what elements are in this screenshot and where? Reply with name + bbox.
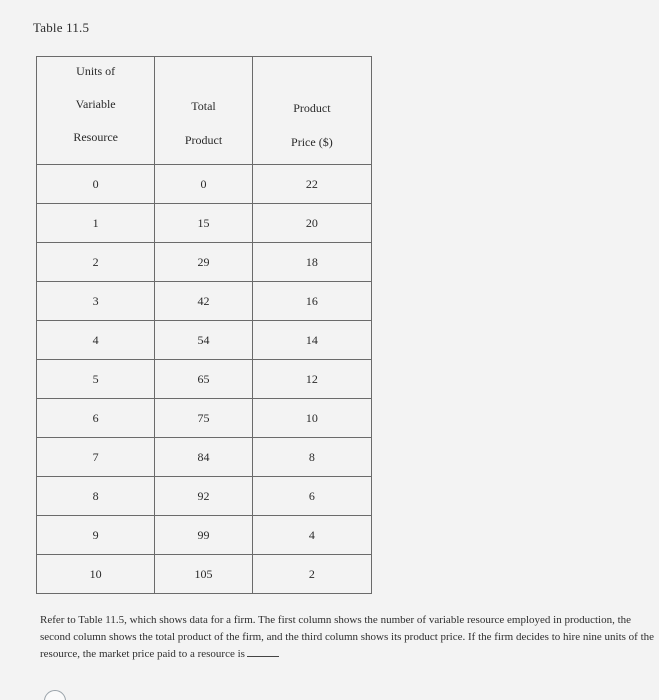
table-row — [37, 555, 372, 594]
cell-total-product: 54 — [155, 321, 252, 360]
header-total-product — [155, 57, 252, 165]
header-line: Product — [184, 133, 223, 147]
cell-product-price: 22 — [252, 165, 371, 204]
header-line: Units of — [76, 64, 116, 78]
table-row — [37, 360, 372, 399]
cell-units: 6 — [37, 399, 155, 438]
data-table — [36, 56, 372, 594]
cell-total-product: 29 — [155, 243, 252, 282]
cell-units: 1 — [37, 204, 155, 243]
cell-product-price: 6 — [252, 477, 371, 516]
header-line: Product — [293, 101, 331, 115]
cell-product-price: 20 — [252, 204, 371, 243]
cell-units: 8 — [37, 477, 155, 516]
table-row — [37, 399, 372, 438]
cell-total-product: 15 — [155, 204, 252, 243]
cell-units: 5 — [37, 360, 155, 399]
cell-units: 4 — [37, 321, 155, 360]
question-text — [40, 612, 655, 663]
table-row — [37, 516, 372, 555]
cell-units: 2 — [37, 243, 155, 282]
table-row — [37, 204, 372, 243]
cell-total-product: 99 — [155, 516, 252, 555]
cell-total-product: 105 — [155, 555, 252, 594]
cell-product-price: 10 — [252, 399, 371, 438]
cell-units: 9 — [37, 516, 155, 555]
table-row — [37, 165, 372, 204]
answer-option-radio[interactable] — [44, 690, 66, 700]
header-line: Resource — [73, 130, 118, 144]
table-row — [37, 321, 372, 360]
cell-product-price: 12 — [252, 360, 371, 399]
cell-units: 3 — [37, 282, 155, 321]
cell-product-price: 16 — [252, 282, 371, 321]
cell-total-product: 92 — [155, 477, 252, 516]
cell-units: 7 — [37, 438, 155, 477]
table-body — [37, 165, 372, 594]
table-row — [37, 438, 372, 477]
cell-total-product: 42 — [155, 282, 252, 321]
cell-total-product: 0 — [155, 165, 252, 204]
header-product-price — [252, 57, 371, 165]
cell-total-product: 84 — [155, 438, 252, 477]
answer-blank — [247, 646, 279, 657]
question-body: Refer to Table 11.5, which shows data for a firm. The first column shows the number of variable resource employed in production, the second column shows the total product of the firm, and the third column shows its product price. If the firm decides to hire nine units of the resource, the market price paid to a resource is — [40, 614, 655, 660]
cell-product-price: 4 — [252, 516, 371, 555]
cell-units: 0 — [37, 165, 155, 204]
cell-product-price: 8 — [252, 438, 371, 477]
cell-product-price: 2 — [252, 555, 371, 594]
header-row — [37, 57, 372, 165]
cell-product-price: 14 — [252, 321, 371, 360]
header-line: Variable — [75, 97, 116, 111]
cell-units: 10 — [37, 555, 155, 594]
cell-total-product: 65 — [155, 360, 252, 399]
table-row — [37, 282, 372, 321]
header-line: Price ($) — [291, 135, 333, 149]
table-title: Table 11.5 — [33, 20, 90, 35]
cell-product-price: 18 — [252, 243, 371, 282]
table-row — [37, 243, 372, 282]
cell-total-product: 75 — [155, 399, 252, 438]
table-row — [37, 477, 372, 516]
header-units-variable-resource — [37, 57, 155, 165]
header-line: Total — [191, 99, 216, 113]
